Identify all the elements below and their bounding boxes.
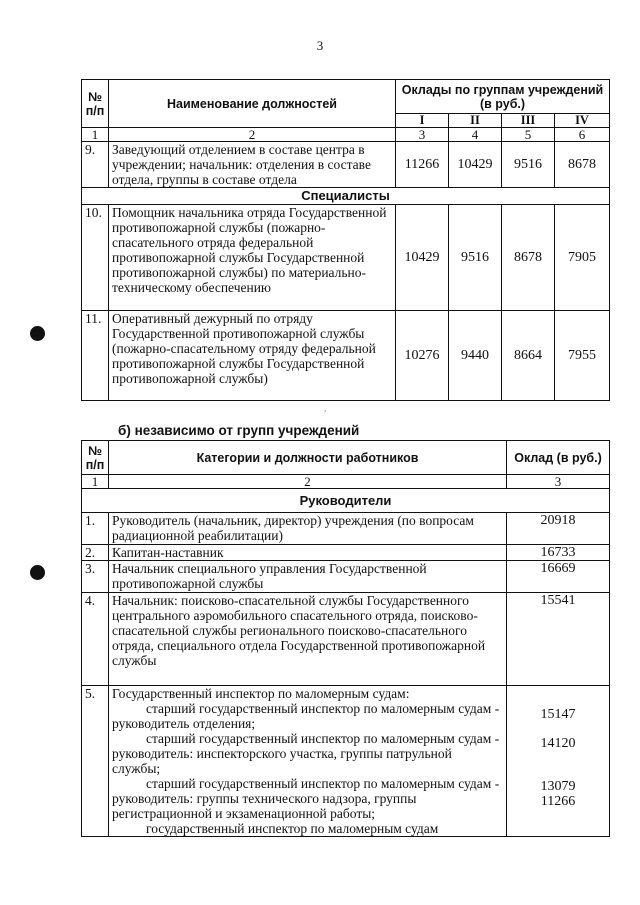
table-b-caption: б) независимо от групп учреждений	[118, 423, 360, 438]
row-salary: 15541	[507, 593, 610, 686]
row-name	[109, 686, 507, 837]
header-num: № п/п	[82, 80, 109, 128]
row-num: 5.	[82, 686, 109, 837]
col-number: 6	[555, 128, 610, 142]
col-number: 4	[449, 128, 502, 142]
row-value: 9440	[449, 311, 502, 401]
row5-salaries	[507, 686, 610, 837]
table-row	[82, 513, 610, 545]
row-value: 10429	[396, 205, 449, 311]
row5-item: государственный инспектор по маломерным судам	[146, 821, 439, 836]
row-salary: 15147	[540, 707, 576, 722]
col-number: 3	[507, 475, 610, 489]
row5-intro: Государственный инспектор по маломерным судам:	[112, 686, 410, 701]
row-salary: 16669	[507, 561, 610, 593]
salary-table-independent	[81, 440, 610, 837]
row-value: 8678	[555, 142, 610, 188]
row-name: Заведующий отделением в составе центра в учреждении; начальник: отделения в составе отдела, группы в составе отдела	[109, 142, 396, 188]
row-name: Помощник начальника отряда Государственной противопожарной службы (пожарно-спасательного отряда федеральной противопожарной службы Государственной противопожарной службы) по материально-техническому обеспечению	[109, 205, 396, 311]
row-salary: 16733	[507, 545, 610, 561]
page-number: 3	[316, 38, 324, 53]
row-value: 10429	[449, 142, 502, 188]
col-number: 1	[82, 475, 109, 489]
col-number: 5	[502, 128, 555, 142]
header-group-4: IV	[555, 114, 610, 128]
table-row	[82, 205, 610, 311]
row-salary: 20918	[507, 513, 610, 545]
row-name: Начальник специального управления Государственной противопожарной службы	[109, 561, 507, 593]
header-group-1: I	[396, 114, 449, 128]
section-specialists: Специалисты	[82, 188, 610, 205]
header-group-2: II	[449, 114, 502, 128]
row-num: 2.	[82, 545, 109, 561]
row-num: 11.	[82, 311, 109, 401]
table-row	[82, 545, 610, 561]
row5-item: старший государственный инспектор по маломерным судам - руководитель: инспекторского участка, группы патрульной службы;	[112, 731, 500, 776]
row-value: 8664	[502, 311, 555, 401]
punch-hole	[30, 565, 45, 580]
row-value: 9516	[502, 142, 555, 188]
header-name: Наименование должностей	[109, 80, 396, 128]
row-salary: 14120	[540, 736, 576, 751]
row-name: Капитан-наставник	[109, 545, 507, 561]
section-leaders: Руководители	[82, 489, 610, 513]
row-value: 7905	[555, 205, 610, 311]
row-name: Оперативный дежурный по отряду Государственной противопожарной службы (пожарно-спасательному отряду федеральной противопожарной службы Государственной противопожарной службы)	[109, 311, 396, 401]
table-row	[82, 686, 610, 837]
row-name: Руководитель (начальник, директор) учреждения (по вопросам радиационной реабилитации)	[109, 513, 507, 545]
table-row	[82, 311, 610, 401]
table-row	[82, 593, 610, 686]
row-value: 9516	[449, 205, 502, 311]
header-group-3: III	[502, 114, 555, 128]
row5-item: старший государственный инспектор по маломерным судам - руководитель: группы технического надзора, группы регистрационной и экзаменационной работы;	[112, 776, 500, 821]
row-num: 9.	[82, 142, 109, 188]
row-value: 10276	[396, 311, 449, 401]
row-value: 11266	[396, 142, 449, 188]
row-num: 4.	[82, 593, 109, 686]
scan-mark: ,	[324, 403, 327, 413]
row-name: Начальник: поисково-спасательной службы Государственного центрального аэромобильного спасательного отряда, поисково-спасательной службы регионального поисково-спасательного отряда, специального отдела Государственной противопожарной службы	[109, 593, 507, 686]
header-name: Категории и должности работников	[109, 441, 507, 475]
row-salary: 11266	[540, 794, 576, 809]
header-num: № п/п	[82, 441, 109, 475]
table-row	[82, 142, 610, 188]
row-num: 3.	[82, 561, 109, 593]
header-salaries: Оклады по группам учреждений (в руб.)	[396, 80, 610, 114]
col-number: 3	[396, 128, 449, 142]
header-salary: Оклад (в руб.)	[507, 441, 610, 475]
col-number: 2	[109, 475, 507, 489]
table-row	[82, 561, 610, 593]
row-num: 1.	[82, 513, 109, 545]
col-number: 1	[82, 128, 109, 142]
row-value: 8678	[502, 205, 555, 311]
row-salary: 13079	[540, 779, 576, 794]
salary-table-by-groups	[81, 79, 610, 401]
row5-item: старший государственный инспектор по маломерным судам - руководитель отделения;	[112, 701, 500, 731]
punch-hole	[30, 326, 45, 341]
col-number: 2	[109, 128, 396, 142]
row-value: 7955	[555, 311, 610, 401]
row-num: 10.	[82, 205, 109, 311]
